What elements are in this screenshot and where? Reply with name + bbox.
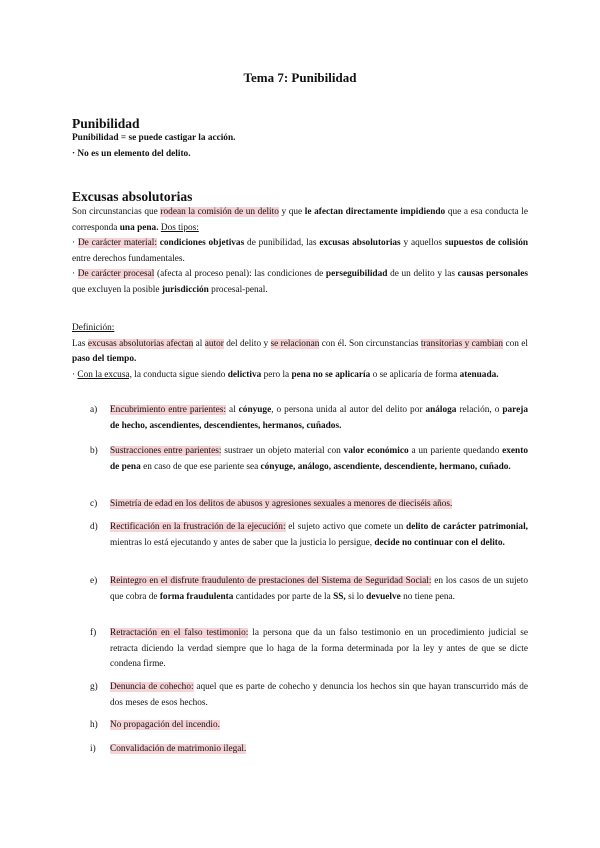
- item-heading: Sustracciones entre parientes:: [110, 446, 222, 456]
- text-span: procesal-penal.: [208, 284, 268, 295]
- text-span: al: [225, 405, 239, 415]
- heading-excusas: Excusas absolutorias: [72, 189, 193, 204]
- text-span: relación, o: [456, 405, 503, 415]
- highlight: transitorias y cambian: [420, 338, 504, 349]
- list-item-e: [90, 574, 528, 605]
- bold-text: pareja de hecho, ascendientes, descendientes, hermanos, cuñados.: [110, 405, 529, 431]
- highlight: De carácter material:: [77, 238, 157, 248]
- highlight: excusas absolutorias afectan: [87, 338, 194, 349]
- list-marker: c): [90, 499, 98, 509]
- text-span: con él. Son circunstancias: [319, 338, 421, 349]
- bold-text: exento de pena: [110, 446, 528, 472]
- bold-text: delito de carácter patrimonial,: [406, 522, 528, 532]
- text-span: el sujeto activo que comete un: [285, 522, 407, 532]
- bold-text: perseguibilidad: [325, 269, 388, 279]
- bold-text: análoga: [425, 405, 457, 415]
- item-heading: Convalidación de matrimonio ilegal.: [110, 744, 247, 754]
- bold-text: pena no se aplicaría: [291, 369, 371, 380]
- list-item-f: [90, 626, 528, 673]
- text-span: al: [193, 338, 205, 349]
- list-marker: f): [90, 628, 97, 638]
- list-item-i: [90, 742, 528, 758]
- list-item-a: [90, 403, 528, 434]
- definicion-heading: Definición:: [72, 323, 115, 333]
- bold-text: cónyuge, análogo, ascendiente, descendiente, hermano, cuñado.: [260, 461, 511, 472]
- text-span: ·: [72, 369, 78, 380]
- text-span: ·: [72, 269, 78, 279]
- highlight: se relacionan: [270, 338, 320, 349]
- list-item-c: [90, 497, 528, 513]
- text-span: a un pariente quedando: [408, 446, 503, 456]
- highlight: autor: [204, 338, 224, 349]
- list-item-b: [90, 444, 528, 475]
- text-span: ·: [72, 238, 78, 248]
- text-span: del delito y: [223, 338, 271, 349]
- excusas-procesal: [72, 267, 528, 298]
- bold-text: decide no continuar con el delito.: [374, 537, 505, 548]
- text-span: entre derechos fundamentales.: [72, 253, 185, 264]
- bold-text: excusas absolutorias: [319, 238, 401, 248]
- bold-text: SS,: [333, 591, 346, 602]
- bold-text: una pena.: [119, 222, 159, 233]
- bold-text: devuelve: [366, 591, 401, 602]
- item-heading: Reintegro en el disfrute fraudulento de prestaciones del Sistema de Seguridad Social:: [110, 576, 432, 586]
- text-span: la persona que da un falso testimonio en un procedimiento judicial se retracta diciendo la verdad siempre que lo haga de la forma determinada por la ley y antes de que se dicte condena firme.: [110, 628, 528, 669]
- text-span: o se aplicaría de forma: [370, 369, 460, 380]
- definicion-text: [72, 321, 528, 383]
- text-span: y aquellos: [400, 238, 445, 248]
- text-span: Las: [72, 338, 88, 349]
- bold-text: forma fraudulenta: [159, 591, 234, 602]
- punibilidad-line-2: · No es un elemento del delito.: [72, 148, 191, 159]
- text-span: (afecta al proceso penal): las condiciones de: [154, 269, 326, 279]
- list-marker: g): [90, 682, 98, 692]
- text-span: en caso de que ese pariente sea: [140, 461, 261, 472]
- page-title: Tema 7: Punibilidad: [243, 70, 357, 85]
- text-span: sustraer un objeto material con: [221, 446, 344, 456]
- text-span: cantidades por parte de la: [233, 591, 334, 602]
- list-marker: e): [90, 576, 98, 586]
- text-span: que excluyen la posible: [72, 284, 162, 295]
- list-marker: a): [90, 405, 98, 415]
- bold-text: causas personales: [457, 269, 528, 279]
- item-heading: Simetría de edad en los delitos de abusos y agresiones sexuales a menores de dieciséis años.: [110, 499, 453, 509]
- list-item-g: [90, 680, 528, 711]
- item-heading: Denuncia de cohecho:: [110, 682, 194, 692]
- bold-text: paso del tiempo.: [72, 354, 137, 364]
- list-item-h: [90, 718, 528, 734]
- excusas-text: [72, 205, 528, 298]
- text-span: , o persona unida al autor del delito por: [271, 405, 426, 415]
- excusas-material: [72, 236, 528, 267]
- list-marker: i): [90, 744, 96, 754]
- text-span: si lo: [345, 591, 367, 602]
- punibilidad-line-1: Punibilidad = se puede castigar la acción.: [72, 133, 236, 143]
- text-span: mientras lo está ejecutando y antes de saber que la justicia lo persigue,: [110, 537, 375, 548]
- bold-text: jurisdicción: [161, 284, 209, 295]
- bold-text: cónyuge: [238, 405, 272, 415]
- underlined-text: Con la excusa,: [77, 369, 132, 380]
- text-span: no tiene pena.: [400, 591, 455, 602]
- list-marker: h): [90, 720, 98, 730]
- item-heading: No propagación del incendio.: [110, 720, 220, 730]
- underlined-text: Dos tipos:: [160, 222, 199, 233]
- text-span: con el: [503, 338, 528, 349]
- text-span: y que: [278, 207, 305, 217]
- text-span: Son circunstancias que: [72, 207, 161, 217]
- excusas-paragraph-1: [72, 205, 528, 236]
- text-span: aquel que es parte de cohecho y denuncia los hechos sin que hayan transcurrido más de dos meses de esos hechos.: [110, 682, 528, 708]
- text-span: de punibilidad, las: [244, 238, 320, 248]
- text-span: en los casos de un sujeto que cobra de: [110, 576, 528, 602]
- bold-text: valor económico: [343, 446, 409, 456]
- text-span: la conducta sigue siendo: [131, 369, 228, 380]
- definicion-paragraph-1: [72, 337, 528, 368]
- list-marker: d): [90, 522, 98, 532]
- punibilidad-text: [72, 131, 528, 162]
- definicion-paragraph-2: [72, 368, 528, 384]
- text-span: pero la: [261, 369, 292, 380]
- bold-text: condiciones objetivas: [159, 238, 245, 248]
- text-span: que a esa conducta le corresponda: [72, 207, 528, 233]
- text-span: de un delito y las: [387, 269, 458, 279]
- highlight: De carácter procesal: [77, 269, 155, 279]
- bold-text: le afectan directamente impidiendo: [304, 207, 446, 217]
- list-item-d: [90, 520, 528, 551]
- highlight: rodean la comisión de un delito: [160, 207, 279, 217]
- bold-text: atenuada.: [459, 369, 499, 380]
- list-marker: b): [90, 446, 98, 456]
- heading-punibilidad: Punibilidad: [72, 116, 140, 131]
- item-heading: Rectificación en la frustración de la ejecución:: [110, 522, 286, 532]
- item-heading: Encubrimiento entre parientes:: [110, 405, 226, 415]
- bold-text: supuestos de colisión: [444, 238, 529, 248]
- item-heading: Retractación en el falso testimonio:: [110, 628, 249, 638]
- bold-text: delictiva: [227, 369, 262, 380]
